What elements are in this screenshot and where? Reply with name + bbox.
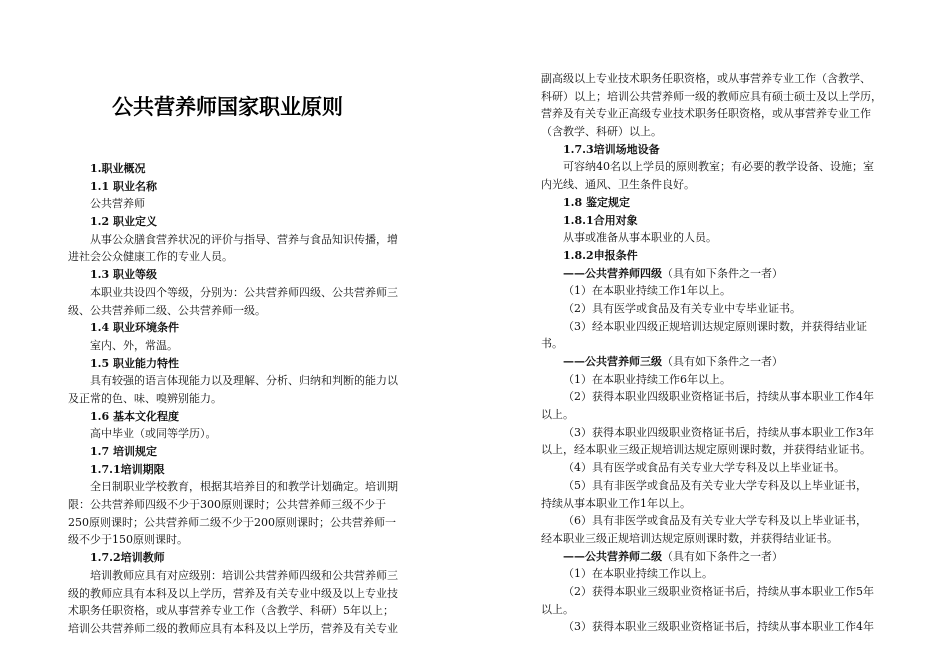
paragraph-line: （2）获得本职业三级职业资格证书后，持续从事本职业工作5年: [563, 584, 874, 598]
paragraph-line: 科研）以上；培训公共营养师一级的教师应具有硕士硕士及以上学历，: [541, 89, 882, 103]
section-heading: 1.7.3培训场地设备: [563, 142, 660, 156]
eligibility-heading: [541, 265, 903, 283]
paragraph-line: 可容纳40名以上学员的原则教室；有必要的教学设备、设施；室: [563, 160, 874, 174]
section-heading: 1.6 基本文化程度: [90, 409, 179, 423]
paragraph-line: （2）获得本职业四级职业资格证书后，持续从事本职业工作4年: [563, 390, 874, 404]
eligibility-heading: [541, 353, 903, 371]
paragraph-line: 室内、外，常温。: [90, 338, 178, 352]
paragraph-line: 持续从事本职业工作1年以上。: [541, 496, 691, 510]
section-heading: 1.5 职业能力特性: [90, 356, 179, 370]
eligibility-note: （具有如下条件之一者）: [662, 549, 783, 563]
paragraph-line: （3）获得本职业三级职业资格证书后，持续从事本职业工作4年: [563, 620, 874, 634]
section-heading: 1.7.1培训期限: [90, 462, 165, 476]
page-title: 公共营养师国家职业原则: [112, 95, 343, 119]
paragraph-line: 营养及有关专业正高级专业技术职务任职资格，或从事营养专业工作: [541, 107, 871, 121]
paragraph-line: 培训公共营养师二级的教师应具有本科及以上学历，营养及有关专业: [68, 621, 398, 635]
paragraph-line: 培训教师应具有对应级别：培训公共营养师四级和公共营养师三: [90, 568, 398, 582]
paragraph-line: 以上，经本职业三级正规培训达规定原则课时数，并获得结业证书。: [541, 443, 871, 457]
eligibility-level: ——公共营养师四级: [563, 266, 662, 280]
paragraph-line: 具有较强的语言体现能力以及理解、分析、归纳和判断的能力以: [90, 374, 398, 388]
paragraph-line: 从事或准备从事本职业的人员。: [563, 231, 717, 245]
paragraph-line: 进社会公众健康工作的专业人员。: [68, 250, 233, 264]
paragraph-line: 级、公共营养师二级、公共营养师一级。: [68, 303, 266, 317]
section-heading: 1.7 培训规定: [90, 445, 157, 458]
paragraph-line: （1）在本职业持续工作以上。: [563, 567, 713, 581]
eligibility-level: ——公共营养师三级: [563, 355, 662, 368]
paragraph-line: 以上。: [541, 408, 574, 422]
paragraph-line: （2）具有医学或食品及有关专业中专毕业证书。: [563, 301, 801, 315]
paragraph-line: 本职业共设四个等级，分别为：公共营养师四级、公共营养师三: [90, 285, 398, 299]
eligibility-heading: [541, 548, 903, 566]
paragraph-line: 级的教师应具有本科及以上学历，营养及有关专业中级及以上专业技: [68, 586, 398, 600]
paragraph-line: （1）在本职业持续工作1年以上。: [563, 284, 731, 298]
paragraph-line: 经本职业三级正规培训达规定原则课时数，并获得结业证书。: [541, 531, 838, 545]
paragraph-line: （6）具有非医学或食品及有关专业大学专科及以上毕业证书，: [563, 514, 867, 528]
paragraph-line: 内光线、通风、卫生条件良好。: [541, 178, 695, 192]
section-heading: 1.4 职业环境条件: [90, 321, 179, 335]
paragraph-line: （1）在本职业持续工作6年以上。: [563, 372, 731, 386]
eligibility-level: ——公共营养师二级: [563, 549, 662, 563]
paragraph-line: 全日制职业学校教育，根据其培养目的和教学计划确定。培训期: [90, 480, 398, 494]
paragraph-line: （4）具有医学或食品有关专业大学专科及以上毕业证书。: [563, 461, 845, 475]
right-column: [541, 70, 903, 636]
paragraph-line: （含教学、科研）以上。: [541, 125, 662, 139]
left-column: [68, 160, 423, 638]
section-heading: 1.8 鉴定规定: [563, 195, 630, 209]
paragraph-line: 从事公众膳食营养状况的评价与指导、营养与食品知识传播，增: [90, 232, 398, 246]
paragraph-line: 书。: [541, 337, 563, 351]
paragraph-line: （3）经本职业四级正规培训达规定原则课时数，并获得结业证: [563, 319, 867, 333]
eligibility-note: （具有如下条件之一者）: [662, 355, 783, 368]
paragraph-line: 级不少于150原则课时。: [68, 533, 188, 547]
paragraph-line: （3）获得本职业四级职业资格证书后，持续从事本职业工作3年: [563, 425, 874, 439]
paragraph-line: 副高级以上专业技术职务任职资格，或从事营养专业工作（含教学、: [541, 72, 871, 85]
paragraph-line: 250原则课时；公共营养师二级不少于200原则课时；公共营养师一: [68, 515, 396, 529]
paragraph-line: 及正常的色、味、嗅辨别能力。: [68, 391, 222, 405]
paragraph-line: 以上。: [541, 602, 574, 616]
eligibility-note: （具有如下条件之一者）: [662, 266, 783, 280]
paragraph-line: （5）具有非医学或食品及有关专业大学专科及以上毕业证书，: [563, 478, 867, 492]
section-heading: 1.3 职业等级: [90, 268, 157, 282]
paragraph-line: 术职务任职资格，或从事营养专业工作（含教学、科研）5年以上；: [68, 604, 394, 618]
section-heading: 1.8.2申报条件: [563, 248, 638, 262]
paragraph-line: 公共营养师: [90, 197, 145, 211]
section-heading: 1.职业概况: [90, 162, 146, 175]
paragraph-line: 高中毕业（或同等学历）。: [90, 427, 217, 441]
section-heading: 1.2 职业定义: [90, 215, 157, 229]
section-heading: 1.7.2培训教师: [90, 551, 165, 565]
paragraph-line: 限：公共营养师四级不少于300原则课时；公共营养师三级不少于: [68, 498, 386, 512]
section-heading: 1.1 职业名称: [90, 179, 157, 193]
section-heading: 1.8.1合用对象: [563, 213, 638, 227]
